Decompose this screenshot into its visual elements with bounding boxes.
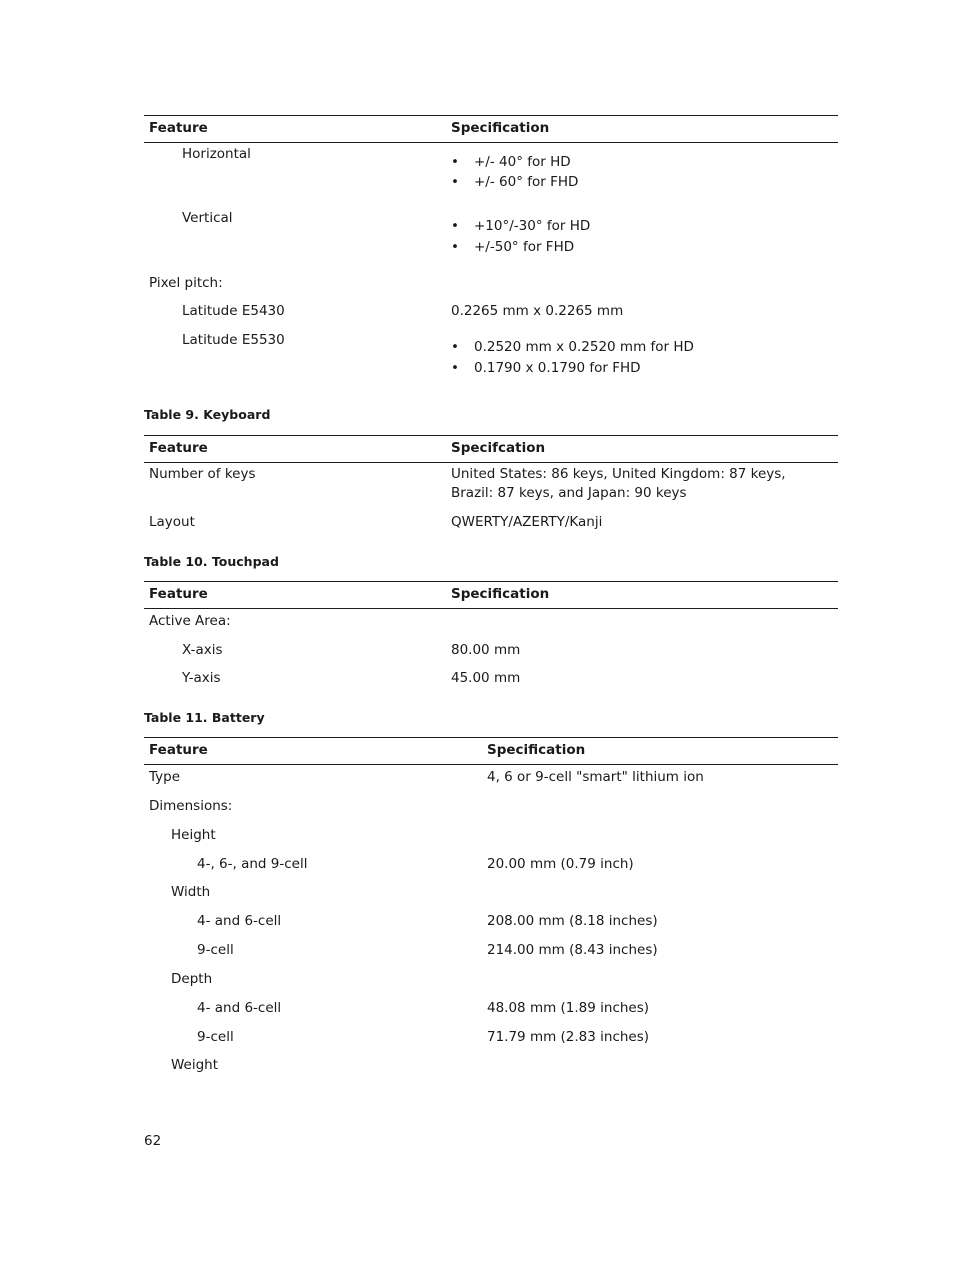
row-value-width-9: 214.00 mm (8.43 inches) (487, 942, 658, 958)
row-label-width-46: 4- and 6-cell (197, 913, 282, 929)
row-label-pixel-pitch: Pixel pitch: (149, 275, 223, 291)
row-label-x-axis: X-axis (182, 642, 223, 658)
bullet-item: • +10°/-30° for HD (474, 217, 590, 236)
bullet-item: • 0.2520 mm x 0.2520 mm for HD (474, 338, 694, 357)
row-value-x-axis: 80.00 mm (451, 642, 521, 658)
row-label-height-cells: 4-, 6-, and 9-cell (197, 856, 308, 872)
row-label-layout: Layout (149, 514, 195, 530)
row-value-width-46: 208.00 mm (8.18 inches) (487, 913, 658, 929)
row-label-depth-9: 9-cell (197, 1029, 234, 1045)
page-number: 62 (144, 1133, 162, 1149)
row-label-type: Type (149, 769, 181, 785)
row-label-depth: Depth (171, 971, 213, 987)
row-value-height-cells: 20.00 mm (0.79 inch) (487, 856, 634, 872)
row-value-layout: QWERTY/AZERTY/Kanji (451, 514, 603, 530)
row-label-depth-46: 4- and 6-cell (197, 1000, 282, 1016)
row-label-y-axis: Y-axis (182, 670, 221, 686)
table-header (144, 115, 838, 143)
column-header-feature: Feature (149, 742, 208, 758)
table-header (144, 581, 838, 609)
table-caption-battery: Table 11. Battery (144, 710, 265, 725)
row-label-e5430: Latitude E5430 (182, 303, 285, 319)
row-value-number-of-keys: United States: 86 keys, United Kingdom: 87 keys, Brazil: 87 keys, and Japan: 90 keys (451, 466, 786, 501)
column-header-feature: Feature (149, 586, 208, 602)
table-header (144, 435, 838, 463)
column-header-feature: Feature (149, 440, 208, 456)
row-label-width-9: 9-cell (197, 942, 234, 958)
row-label-e5530: Latitude E5530 (182, 332, 285, 348)
bullet-item: • 0.1790 x 0.1790 for FHD (474, 359, 641, 378)
column-header-specification: Specification (451, 586, 550, 602)
row-label-dimensions: Dimensions: (149, 798, 233, 814)
row-value-y-axis: 45.00 mm (451, 670, 521, 686)
row-label-weight: Weight (171, 1057, 219, 1073)
row-value-type: 4, 6 or 9-cell "smart" lithium ion (487, 769, 704, 785)
column-header-specification: Specification (487, 742, 586, 758)
row-value-depth-9: 71.79 mm (2.83 inches) (487, 1029, 650, 1045)
table-header (144, 737, 838, 765)
row-label-height: Height (171, 827, 216, 843)
row-value-depth-46: 48.08 mm (1.89 inches) (487, 1000, 650, 1016)
bullet-item: • +/- 60° for FHD (474, 173, 578, 192)
column-header-feature: Feature (149, 120, 208, 136)
table-caption-touchpad: Table 10. Touchpad (144, 554, 279, 569)
bullet-item: • +/- 40° for HD (474, 153, 571, 172)
row-label-width: Width (171, 884, 211, 900)
table-caption-keyboard: Table 9. Keyboard (144, 407, 271, 422)
row-label-active-area: Active Area: (149, 613, 231, 629)
row-value-e5430: 0.2265 mm x 0.2265 mm (451, 303, 624, 319)
column-header-specification: Specification (451, 120, 550, 136)
column-header-specification: Specifcation (451, 440, 546, 456)
bullet-item: • +/-50° for FHD (474, 238, 574, 257)
row-label-number-of-keys: Number of keys (149, 466, 256, 482)
row-label-vertical: Vertical (182, 210, 233, 226)
row-label-horizontal: Horizontal (182, 146, 251, 162)
